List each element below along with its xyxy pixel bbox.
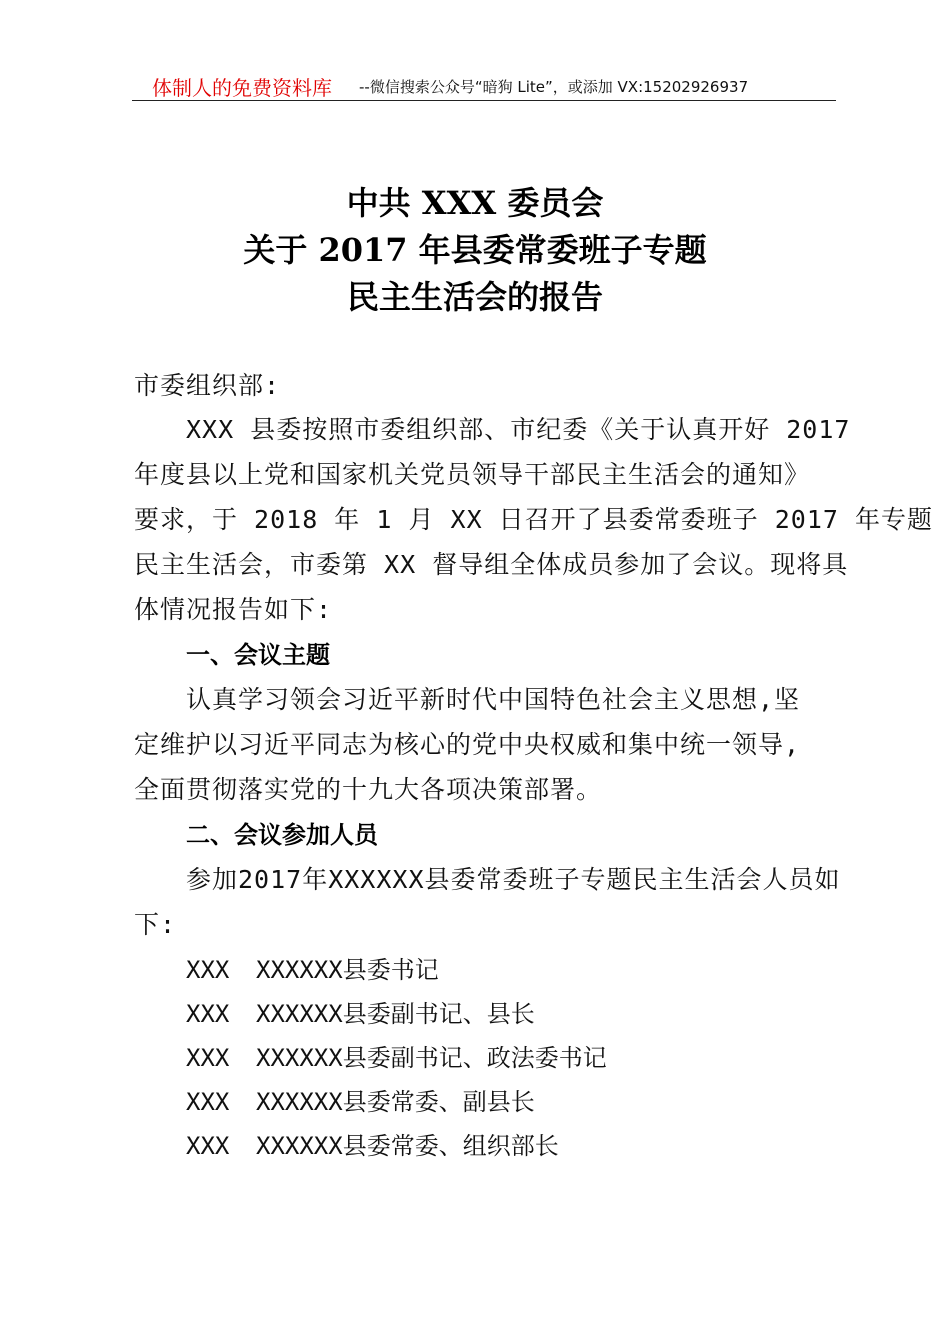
intro-line: 民主生活会，市委第 XX 督导组全体成员参加了会议。现将具 bbox=[134, 550, 849, 579]
attendee-name: XXX bbox=[186, 1132, 230, 1160]
attendee-row bbox=[186, 1038, 607, 1073]
intro-line: 年度县以上党和国家机关党员领导干部民主生活会的通知》 bbox=[134, 460, 811, 489]
intro-line: XXX 县委按照市委组织部、市纪委《关于认真开好 2017 bbox=[186, 415, 851, 444]
attendee-row bbox=[186, 950, 439, 985]
attendees-intro-line: 参加2017年XXXXXX县委常委班子专题民主生活会人员如 bbox=[186, 865, 841, 894]
title-line-2: 关于 2017 年县委常委班子专题 bbox=[243, 231, 707, 269]
title-line-1: 中共 XXX 委员会 bbox=[346, 184, 604, 222]
topic-line: 认真学习领会习近平新时代中国特色社会主义思想,坚 bbox=[186, 685, 801, 714]
attendee-position: XXXXXX县委书记 bbox=[256, 956, 439, 984]
topic-line: 全面贯彻落实党的十九大各项决策部署。 bbox=[134, 775, 603, 804]
attendee-position: XXXXXX县委常委、副县长 bbox=[256, 1088, 535, 1116]
attendee-row bbox=[186, 1126, 559, 1161]
title-line-3: 民主生活会的报告 bbox=[346, 278, 603, 316]
attendee-name: XXX bbox=[186, 1000, 230, 1028]
header-note: --微信搜索公众号“暗狗 Lite”，或添加 VX:15202926937 bbox=[359, 78, 749, 96]
attendee-position: XXXXXX县委副书记、县长 bbox=[256, 1000, 535, 1028]
salutation: 市委组织部: bbox=[134, 371, 281, 400]
header-bar bbox=[132, 70, 836, 101]
header-brand: 体制人的免费资料库 bbox=[152, 76, 332, 100]
section-heading-topic: 一、会议主题 bbox=[186, 641, 330, 669]
attendee-position: XXXXXX县委副书记、政法委书记 bbox=[256, 1044, 607, 1072]
attendees-intro-line: 下: bbox=[134, 910, 177, 939]
attendee-name: XXX bbox=[186, 956, 230, 984]
attendee-row bbox=[186, 994, 535, 1029]
attendee-name: XXX bbox=[186, 1088, 230, 1116]
intro-line: 要求，于 2018 年 1 月 XX 日召开了县委常委班子 2017 年专题 bbox=[134, 505, 933, 534]
section-heading-attendees: 二、会议参加人员 bbox=[186, 821, 378, 849]
attendee-position: XXXXXX县委常委、组织部长 bbox=[256, 1132, 559, 1160]
topic-line: 定维护以习近平同志为核心的党中央权威和集中统一领导, bbox=[134, 730, 801, 759]
attendee-name: XXX bbox=[186, 1044, 230, 1072]
attendee-row bbox=[186, 1082, 535, 1117]
intro-line: 体情况报告如下: bbox=[134, 595, 333, 624]
